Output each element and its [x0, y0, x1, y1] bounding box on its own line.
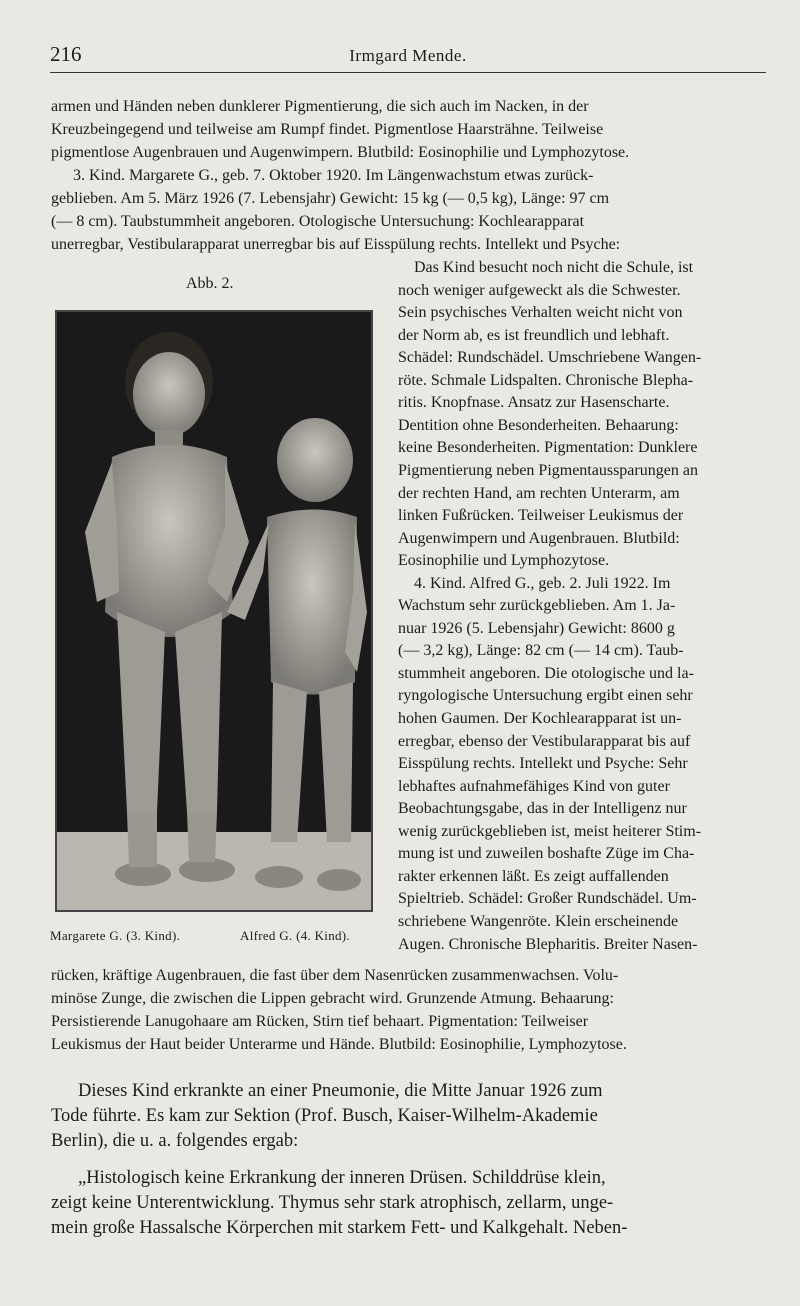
text-line: mein große Hassalsche Körperchen mit starkem Fett- und Kalkgehalt. Neben- — [51, 1218, 628, 1238]
text-line: nuar 1926 (5. Lebensjahr) Gewicht: 8600 g — [398, 619, 675, 637]
text-line: Leukismus der Haut beider Unterarme und Hände. Blutbild: Eosinophilie, Lymphozytose. — [51, 1036, 627, 1053]
text-line: Eisspülung rechts. Intellekt und Psyche: Sehr — [398, 755, 688, 773]
text-line: wenig zurückgeblieben ist, meist heiterer Stim- — [398, 822, 702, 840]
text-line: keine Besonderheiten. Pigmentation: Dunklere — [398, 439, 698, 457]
text-line: Spieltrieb. Schädel: Großer Rundschädel. Um- — [398, 890, 697, 908]
text-line: noch weniger aufgeweckt als die Schwester. — [398, 281, 681, 299]
text-line: Dieses Kind erkrankte an einer Pneumonie, die Mitte Januar 1926 zum — [78, 1081, 603, 1101]
text-line: stummheit angeboren. Die otologische und la- — [398, 664, 694, 682]
text-line: erregbar, ebenso der Vestibularapparat bis auf — [398, 732, 691, 750]
text-line: Kreuzbeingegend und teilweise am Rumpf findet. Pigmentlose Haarsträhne. Teilweise — [51, 121, 604, 138]
text-line: lebhaftes aufnahmefähiges Kind von guter — [398, 777, 670, 795]
text-line: minöse Zunge, die zwischen die Lippen gebracht wird. Grunzende Atmung. Behaarung: — [51, 990, 614, 1007]
text-line: der rechten Hand, am rechten Unterarm, am — [398, 484, 680, 502]
text-line: schriebene Wangenröte. Klein erscheinende — [398, 912, 679, 930]
text-line: Persistierende Lanugohaare am Rücken, Stirn tief behaart. Pigmentation: Teilweiser — [51, 1013, 589, 1030]
figure-caption-left: Margarete G. (3. Kind). — [50, 928, 181, 943]
text-line: Wachstum sehr zurückgeblieben. Am 1. Ja- — [398, 597, 676, 615]
text-line: der Norm ab, es ist freundlich und lebhaft. — [398, 326, 670, 344]
text-line: „Histologisch keine Erkrankung der inneren Drüsen. Schilddrüse klein, — [78, 1168, 606, 1188]
text-line: hohen Gaumen. Der Kochlearapparat ist un- — [398, 710, 682, 727]
text-line: rücken, kräftige Augenbrauen, die fast über dem Nasenrücken zusammenwachsen. Volu- — [51, 967, 619, 984]
text-line: Beobachtungsgabe, das in der Intelligenz nur — [398, 800, 687, 818]
text-line: (— 8 cm). Taubstummheit angeboren. Otologische Untersuchung: Kochlearapparat — [51, 213, 585, 230]
text-line: geblieben. Am 5. März 1926 (7. Lebensjahr) Gewicht: 15 kg (— 0,5 kg), Länge: 97 cm — [51, 190, 610, 207]
text-line: (— 3,2 kg), Länge: 82 cm (— 14 cm). Taub- — [398, 642, 684, 660]
text-line: ryngologische Untersuchung ergibt einen sehr — [398, 687, 693, 705]
page-number: 216 — [50, 42, 82, 66]
text-line: rakter erkennen läßt. Es zeigt auffallenden — [398, 867, 669, 885]
text-line: ritis. Knopfnase. Ansatz zur Hasenscharte. — [398, 394, 670, 412]
page-header — [50, 42, 766, 73]
figure-label: Abb. 2. — [186, 275, 234, 292]
text-line: Augen. Chronische Blepharitis. Breiter Nasen- — [398, 935, 698, 953]
text-line: Sein psychisches Verhalten weicht nicht von — [398, 304, 683, 322]
text-line: Schädel: Rundschädel. Umschriebene Wangen- — [398, 349, 702, 367]
text-line: unerregbar, Vestibularapparat unerregbar bis auf Eisspülung rechts. Intellekt und Psyche: — [51, 236, 621, 253]
text-line: pigmentlose Augenbrauen und Augenwimpern. Blutbild: Eosinophilie und Lymphozytose. — [51, 144, 630, 161]
text-line: armen und Händen neben dunklerer Pigmentierung, die sich auch im Nacken, in der — [51, 98, 589, 115]
text-line: Tode führte. Es kam zur Sektion (Prof. Busch, Kaiser-Wilhelm-Akademie — [51, 1106, 598, 1126]
text-line: 4. Kind. Alfred G., geb. 2. Juli 1922. Im — [414, 574, 671, 592]
text-line: Augenwimpern und Augenbrauen. Blutbild: — [398, 529, 680, 547]
text-line: zeigt keine Unterentwicklung. Thymus sehr stark atrophisch, zellarm, unge- — [51, 1193, 614, 1213]
figure-caption-right: Alfred G. (4. Kind). — [240, 928, 350, 943]
text-line: Das Kind besucht noch nicht die Schule, ist — [414, 259, 694, 276]
text-line: Eosinophilie und Lymphozytose. — [398, 552, 610, 570]
running-title: Irmgard Mende. — [349, 46, 467, 65]
text-line: röte. Schmale Lidspalten. Chronische Blepha- — [398, 371, 694, 389]
figure-photo — [55, 310, 373, 912]
text-line: linken Fußrücken. Teilweiser Leukismus der — [398, 507, 684, 525]
text-line: Berlin), die u. a. folgendes ergab: — [51, 1131, 299, 1151]
text-line: Pigmentierung neben Pigmentaussparungen an — [398, 461, 698, 479]
text-line: 3. Kind. Margarete G., geb. 7. Oktober 1920. Im Längenwachstum etwas zurück- — [73, 167, 594, 184]
text-line: mung ist und zuweilen boshafte Züge im Cha- — [398, 845, 695, 863]
text-line: Dentition ohne Besonderheiten. Behaarung: — [398, 416, 679, 434]
